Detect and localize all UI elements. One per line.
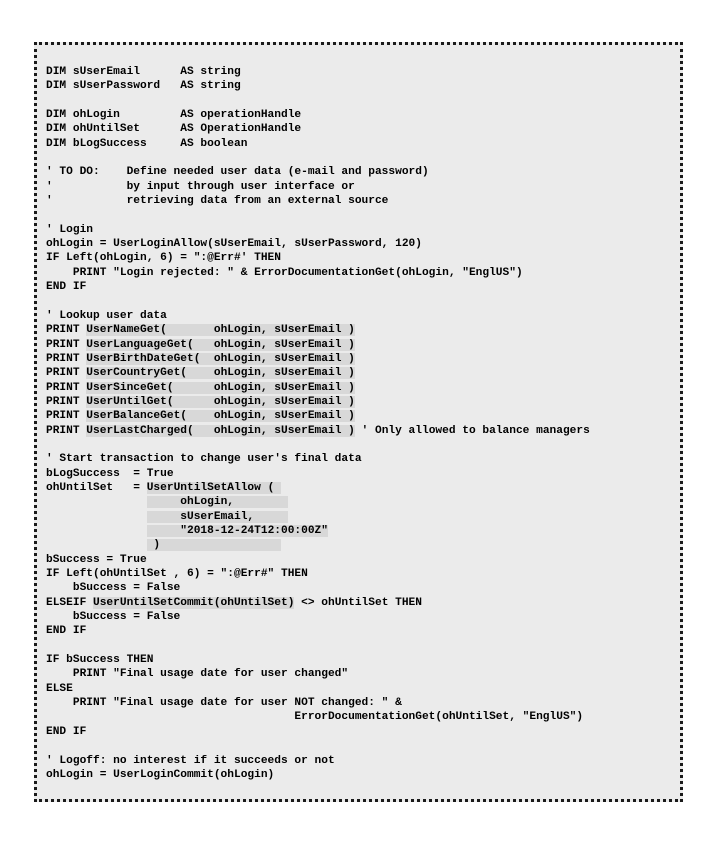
code-line bbox=[46, 237, 590, 251]
code-line bbox=[46, 251, 590, 265]
code-line bbox=[46, 180, 590, 194]
code-text: IF bSuccess THEN bbox=[46, 654, 154, 667]
code-line bbox=[46, 725, 590, 739]
highlighted-code: UserCountryGet( ohLogin, sUserEmail ) bbox=[86, 367, 355, 380]
code-text: PRINT "Final usage date for user NOT changed: " & bbox=[46, 697, 402, 710]
highlighted-code: UserLastCharged( ohLogin, sUserEmail ) bbox=[86, 424, 355, 437]
highlighted-code: UserBirthDateGet( ohLogin, sUserEmail ) bbox=[86, 352, 355, 365]
highlighted-code: UserUntilSetCommit(ohUntilSet) bbox=[93, 596, 295, 609]
code-text: ohLogin = UserLoginAllow(sUserEmail, sUserPassword, 120) bbox=[46, 238, 422, 251]
code-text: DIM ohUntilSet AS OperationHandle bbox=[46, 123, 302, 136]
code-text: DIM ohLogin AS operationHandle bbox=[46, 109, 302, 122]
code-line bbox=[46, 438, 590, 452]
code-text: ELSEIF bbox=[46, 596, 93, 609]
code-line bbox=[46, 567, 590, 581]
highlighted-code: ohLogin, bbox=[146, 496, 288, 509]
code-line bbox=[46, 338, 590, 352]
code-line bbox=[46, 280, 590, 294]
code-text: bLogSuccess = True bbox=[46, 467, 174, 480]
code-text: PRINT bbox=[46, 352, 87, 365]
code-line bbox=[46, 667, 590, 681]
code-line bbox=[46, 495, 590, 509]
code-text: END IF bbox=[46, 625, 87, 638]
code-line bbox=[46, 94, 590, 108]
code-line bbox=[46, 610, 590, 624]
code-line bbox=[46, 151, 590, 165]
code-listing bbox=[46, 65, 590, 782]
highlighted-code: "2018-12-24T12:00:00Z" bbox=[146, 525, 328, 537]
highlighted-code: sUserEmail, bbox=[146, 510, 288, 523]
code-text: ELSE bbox=[46, 682, 73, 695]
code-line bbox=[46, 553, 590, 567]
code-line bbox=[46, 524, 590, 538]
code-text: PRINT bbox=[46, 395, 87, 408]
code-line bbox=[46, 395, 590, 409]
code-line bbox=[46, 424, 590, 438]
code-line bbox=[46, 581, 590, 595]
code-line bbox=[46, 137, 590, 151]
code-text: PRINT bbox=[46, 324, 87, 337]
code-text: PRINT bbox=[46, 424, 87, 437]
code-line bbox=[46, 122, 590, 136]
code-text: ' retrieving data from an external source bbox=[46, 195, 389, 208]
code-text: END IF bbox=[46, 725, 87, 738]
code-text: <> ohUntilSet THEN bbox=[294, 596, 422, 609]
code-text: PRINT "Login rejected: " & ErrorDocumentationGet(ohLogin, "EnglUS") bbox=[46, 266, 523, 279]
code-line bbox=[46, 223, 590, 237]
code-text: DIM sUserPassword AS string bbox=[46, 80, 241, 93]
highlighted-code: UserSinceGet( ohLogin, sUserEmail ) bbox=[86, 381, 355, 394]
code-line bbox=[46, 481, 590, 495]
code-text: ' Login bbox=[46, 223, 93, 236]
code-text: DIM bLogSuccess AS boolean bbox=[46, 137, 248, 150]
code-text: bSuccess = True bbox=[46, 553, 147, 566]
highlighted-code: UserUntilGet( ohLogin, sUserEmail ) bbox=[86, 395, 355, 408]
code-text: ' Lookup user data bbox=[46, 309, 167, 322]
code-line bbox=[46, 65, 590, 79]
code-line bbox=[46, 696, 590, 710]
code-text: END IF bbox=[46, 281, 87, 294]
code-text: PRINT bbox=[46, 410, 87, 423]
code-text bbox=[46, 496, 147, 508]
code-line bbox=[46, 381, 590, 395]
code-text bbox=[46, 511, 147, 523]
code-line bbox=[46, 352, 590, 366]
code-text bbox=[46, 539, 147, 551]
code-text: ' Logoff: no interest if it succeeds or not bbox=[46, 754, 335, 767]
code-line bbox=[46, 596, 590, 610]
code-text: ohUntilSet = bbox=[46, 481, 147, 494]
code-line bbox=[46, 452, 590, 466]
highlighted-code: UserLanguageGet( ohLogin, sUserEmail ) bbox=[86, 338, 355, 351]
code-line bbox=[46, 165, 590, 179]
code-line bbox=[46, 79, 590, 93]
code-line bbox=[46, 710, 590, 724]
highlighted-code: ) bbox=[146, 539, 281, 552]
code-line bbox=[46, 409, 590, 423]
code-text: PRINT bbox=[46, 381, 87, 394]
code-line bbox=[46, 538, 590, 552]
code-line bbox=[46, 754, 590, 768]
code-text: DIM sUserEmail AS string bbox=[46, 66, 241, 78]
highlighted-code: UserBalanceGet( ohLogin, sUserEmail ) bbox=[86, 410, 355, 423]
code-text: ' Only allowed to balance managers bbox=[354, 424, 590, 437]
code-text: IF Left(ohLogin, 6) = ":@Err#' THEN bbox=[46, 252, 281, 265]
code-text: PRINT bbox=[46, 338, 87, 351]
code-line bbox=[46, 739, 590, 753]
code-text bbox=[46, 525, 147, 537]
code-line bbox=[46, 295, 590, 309]
code-text: ' Start transaction to change user's final data bbox=[46, 453, 362, 466]
code-line bbox=[46, 309, 590, 323]
code-text: ' TO DO: Define needed user data (e-mail and password) bbox=[46, 166, 429, 179]
code-line bbox=[46, 653, 590, 667]
code-line bbox=[46, 768, 590, 782]
code-line bbox=[46, 639, 590, 653]
code-line bbox=[46, 510, 590, 524]
code-text: ErrorDocumentationGet(ohUntilSet, "EnglUS") bbox=[46, 711, 584, 724]
code-line bbox=[46, 194, 590, 208]
code-line bbox=[46, 366, 590, 380]
code-line bbox=[46, 266, 590, 280]
highlighted-code: UserUntilSetAllow ( bbox=[146, 481, 281, 494]
code-line bbox=[46, 682, 590, 696]
code-line bbox=[46, 467, 590, 481]
code-text: bSuccess = False bbox=[46, 582, 181, 595]
code-text: bSuccess = False bbox=[46, 611, 181, 624]
code-line bbox=[46, 208, 590, 222]
code-text: ' by input through user interface or bbox=[46, 180, 355, 193]
code-line bbox=[46, 108, 590, 122]
code-line bbox=[46, 323, 590, 337]
code-text: IF Left(ohUntilSet , 6) = ":@Err#" THEN bbox=[46, 568, 308, 581]
highlighted-code: UserNameGet( ohLogin, sUserEmail ) bbox=[86, 324, 355, 337]
code-line bbox=[46, 624, 590, 638]
code-text: PRINT bbox=[46, 367, 87, 380]
code-text: PRINT "Final usage date for user changed" bbox=[46, 668, 349, 681]
code-text: ohLogin = UserLoginCommit(ohLogin) bbox=[46, 768, 275, 781]
